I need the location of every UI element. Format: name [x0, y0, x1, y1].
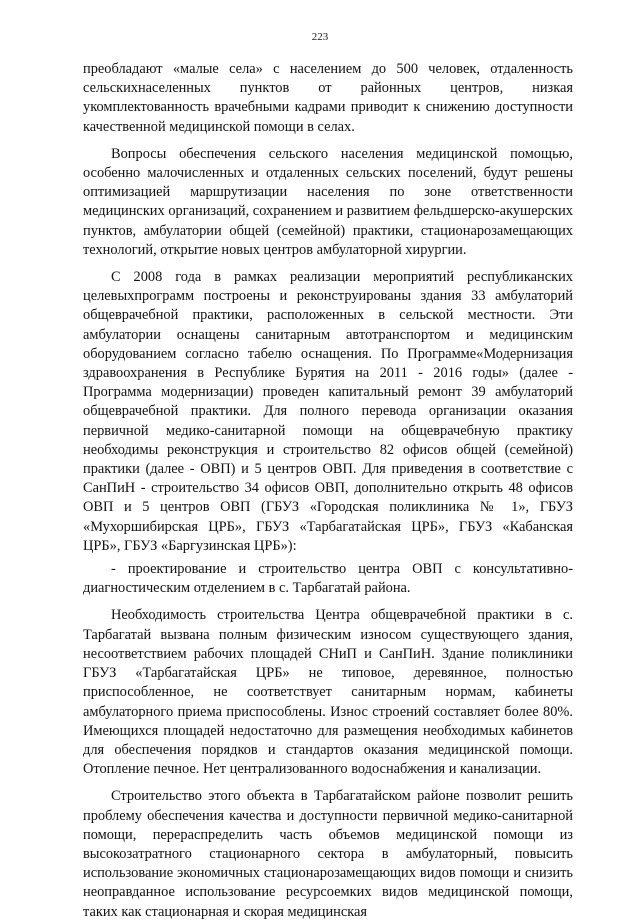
paragraph-4-list-item: - проектирование и строительство центра ОВП с консультативно-диагностическим отделением в с. Тарбагатай района. — [83, 561, 573, 597]
page-number: 223 — [311, 31, 329, 43]
paragraph-1: преобладают «малые села» с населением до 500 человек, отдаленность сельскихнаселенных пунктов от районных центров, низкая укомплектованность врачебными кадрами приводит к снижению доступности качественной медицинской помощи в селах. — [83, 61, 573, 135]
body-text — [83, 60, 573, 922]
paragraph-2: Вопросы обеспечения сельского населения медицинской помощью, особенно малочисленных и отдаленных сельских поселений, будут решены оптимизацией маршрутизации населения по зоне ответственности медицинских организаций, сохранением и развитием фельдшерско-акушерских пунктов, амбулатории общей (семейной) практики, стационарозамещающих технологий, открытие новых центров амбулаторной хирургии. — [83, 145, 573, 258]
paragraph-3: С 2008 года в рамках реализации мероприятий республиканских целевыхпрограмм построены и реконструированы здания 33 амбулаторий общеврачебной практики, расположенных в сельской местности. Эти амбулатории оснащены санитарным автотранспортом и медицинским оборудованием согласно табелю оснащения. По Программе«Модернизация здравоохранения в Республике Бурятия на 2011 - 2016 годы» (далее - Программа модернизации) проведен капитальный ремонт 39 амбулаторий общеврачебной практики. Для полного перевода организации оказания первичной медико-санитарной помощи на общеврачебную практику необходимы реконструкция и строительство 82 офисов общей (семейной) практики (далее - ОВП) и 5 центров ОВП. Для приведения в соответствие с СанПиН - строительство 34 офисов ОВП, дополнительно открыть 48 офисов ОВП и 5 центров ОВП (ГБУЗ «Городская поликлиника № 1», ГБУЗ «Мухоршибирская ЦРБ», ГБУЗ «Тарбагатайская ЦРБ», ГБУЗ «Кабанская ЦРБ», ГБУЗ «Баргузинская ЦРБ»): — [83, 269, 573, 554]
paragraph-5: Необходимость строительства Центра общеврачебной практики в с. Тарбагатай вызвана полным физическим износом существующего здания, несоответствием рабочих площадей СНиП и СанПиН. Здание поликлиники ГБУЗ «Тарбагатайская ЦРБ» не типовое, деревянное, полностью приспособленное, не соответствует санитарным нормам, кабинеты амбулаторного приема приспособлены. Износ строений составляет более 80%. Имеющихся площадей недостаточно для размещения необходимых кабинетов для обеспечения порядков и стандартов оказания медицинской помощи. Отопление печное. Нет централизованного водоснабжения и канализации. — [83, 607, 573, 778]
paragraph-6: Строительство этого объекта в Тарбагатайском районе позволит решить проблему обеспечения качества и доступности первичной медико-санитарной помощи, перераспределить часть объемов медицинской помощи из высокозатратного стационарного сектора в амбулаторный, повысить использование экономичных стационарозамещающих видов помощи и снизить неоправданное использование ресурсоемких видов медицинской помощи, таких как стационарная и скорая медицинская — [83, 788, 573, 920]
